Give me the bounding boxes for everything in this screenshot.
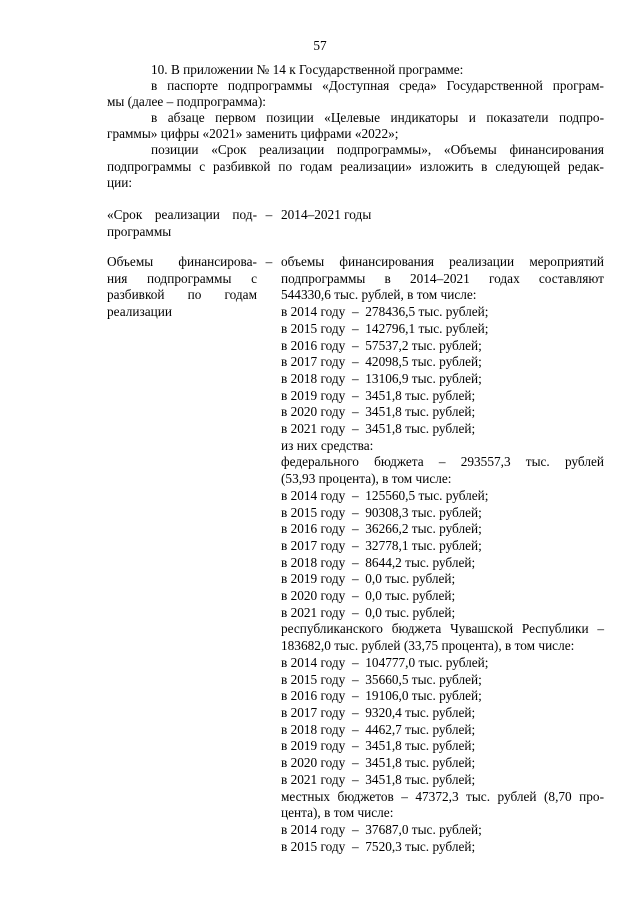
republic-year-2021: в 2021 году – 3451,8 тыс. рублей; <box>281 771 476 787</box>
republic-year-2020: в 2020 году – 3451,8 тыс. рублей; <box>281 755 476 771</box>
intro-paragraph-4 <box>107 142 604 158</box>
intro-paragraph-4-line-2-text: подпрограммы с разбивкой по годам реализации» изложить в следующей редак- <box>107 158 604 174</box>
total-line-3: 544330,6 тыс. рублей, в том числе: <box>281 287 477 303</box>
republic-year-2015: в 2015 году – 35660,5 тыс. рублей; <box>281 671 482 687</box>
local-year-2015: в 2015 году – 7520,3 тыс. рублей; <box>281 838 476 854</box>
row-funding-label <box>107 254 257 855</box>
republic-year-2018: в 2018 году – 4462,7 тыс. рублей; <box>281 721 476 737</box>
total-year-2021: в 2021 году – 3451,8 тыс. рублей; <box>281 421 476 437</box>
federal-year-2018: в 2018 году – 8644,2 тыс. рублей; <box>281 554 476 570</box>
row-funding-dash: – <box>265 254 273 269</box>
intro-paragraph-3-line-1: в абзаце первом позиции «Целевые индикаторы и показатели подпро- <box>151 110 604 126</box>
federal-year-2014: в 2014 году – 125560,5 тыс. рублей; <box>281 487 489 503</box>
intro-paragraph-4-line-1: позиции «Срок реализации подпрограммы», «Объемы финансирования <box>151 142 604 158</box>
row-term-value: 2014–2021 годы <box>281 207 372 222</box>
republic-line-1: республиканского бюджета Чувашской Республики – <box>281 621 604 637</box>
row-term-label <box>107 207 257 240</box>
intro-paragraph-1: 10. В приложении № 14 к Государственной программе: <box>151 62 464 77</box>
republic-year-2016: в 2016 году – 19106,0 тыс. рублей; <box>281 688 482 704</box>
intro-paragraph-4-line-2 <box>107 159 604 175</box>
federal-year-2016: в 2016 году – 36266,2 тыс. рублей; <box>281 521 482 537</box>
intro-paragraph-2-line-1: в паспорте подпрограммы «Доступная среда» Государственной програм- <box>151 78 604 94</box>
local-line-2: цента), в том числе: <box>281 805 394 821</box>
total-year-2020: в 2020 году – 3451,8 тыс. рублей; <box>281 404 476 420</box>
federal-year-2015: в 2015 году – 90308,3 тыс. рублей; <box>281 504 482 520</box>
total-year-2017: в 2017 году – 42098,5 тыс. рублей; <box>281 354 482 370</box>
row-funding-label-line-1: Объемы финансирова- <box>107 254 257 269</box>
republic-line-2: 183682,0 тыс. рублей (33,75 процента), в том числе: <box>281 638 575 654</box>
row-funding-label-line-4: реализации <box>107 304 172 320</box>
federal-year-2017: в 2017 году – 32778,1 тыс. рублей; <box>281 537 482 553</box>
total-year-2015: в 2015 году – 142796,1 тыс. рублей; <box>281 320 489 336</box>
federal-line-2: (53,93 процента), в том числе: <box>281 471 452 487</box>
row-term-dash: – <box>265 207 273 222</box>
local-line-1: местных бюджетов – 47372,3 тыс. рублей (8,70 про- <box>281 788 604 804</box>
local-year-2014: в 2014 году – 37687,0 тыс. рублей; <box>281 821 482 837</box>
republic-year-2019: в 2019 году – 3451,8 тыс. рублей; <box>281 738 476 754</box>
federal-year-2020: в 2020 году – 0,0 тыс. рублей; <box>281 588 456 604</box>
total-year-2019: в 2019 году – 3451,8 тыс. рублей; <box>281 387 476 403</box>
page-number: 57 <box>313 38 327 53</box>
intro-paragraph-2-cont: мы (далее – подпрограмма): <box>107 94 266 110</box>
federal-year-2021: в 2021 году – 0,0 тыс. рублей; <box>281 604 456 620</box>
sources-heading: из них средства: <box>281 437 374 453</box>
total-year-2014: в 2014 году – 278436,5 тыс. рублей; <box>281 304 489 320</box>
row-funding-label-line-3: разбивкой по годам <box>107 287 257 303</box>
intro-paragraph-3 <box>107 110 604 126</box>
total-line-2: подпрограммы в 2014–2021 годах составляют <box>281 270 604 286</box>
intro-paragraph-2 <box>107 78 604 94</box>
federal-year-2019: в 2019 году – 0,0 тыс. рублей; <box>281 571 456 587</box>
row-funding-content <box>281 254 604 855</box>
total-year-2018: в 2018 году – 13106,9 тыс. рублей; <box>281 370 482 386</box>
row-funding-label-line-2: ния подпрограммы с <box>107 270 257 286</box>
intro-paragraph-3-cont: граммы» цифры «2021» заменить цифрами «2022»; <box>107 126 399 142</box>
total-line-1: объемы финансирования реализации мероприятий <box>281 254 604 269</box>
row-term <box>107 207 604 240</box>
row-term-label-line-1: «Срок реализации под- <box>107 207 257 222</box>
intro-paragraph-4-line-3: ции: <box>107 174 133 190</box>
row-term-label-line-2: программы <box>107 223 172 239</box>
intro-text <box>107 62 604 191</box>
total-year-2016: в 2016 году – 57537,2 тыс. рублей; <box>281 337 482 353</box>
republic-year-2017: в 2017 году – 9320,4 тыс. рублей; <box>281 704 476 720</box>
row-funding <box>107 254 604 855</box>
republic-year-2014: в 2014 году – 104777,0 тыс. рублей; <box>281 654 489 670</box>
federal-line-1: федерального бюджета – 293557,3 тыс. рублей <box>281 454 604 470</box>
